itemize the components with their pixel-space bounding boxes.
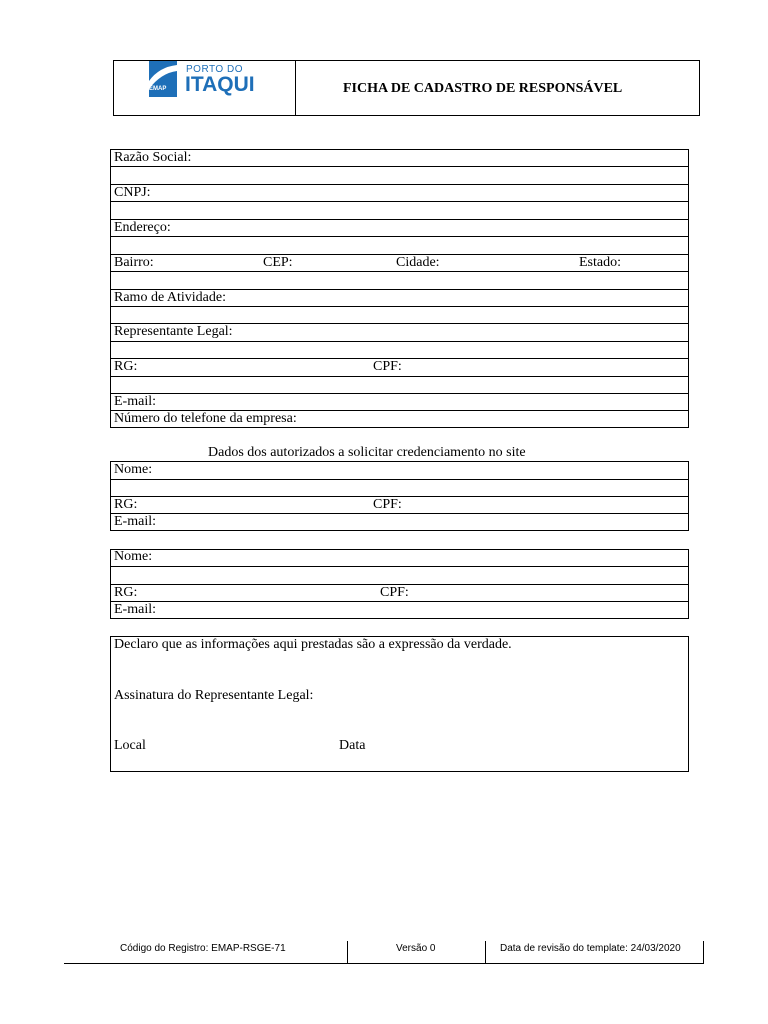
bairro-label: Bairro:: [114, 255, 154, 270]
person2-rg-label: RG:: [114, 585, 138, 600]
person2-cpf-label: CPF:: [380, 585, 409, 600]
estado-label: Estado:: [579, 255, 621, 270]
logo-tag-text: EMAP: [149, 86, 167, 92]
cpf-label: CPF:: [373, 359, 402, 374]
footer-versao: Versão 0: [396, 943, 436, 954]
footer-revisao: Data de revisão do template: 24/03/2020: [500, 943, 681, 954]
person1-rg-label: RG:: [114, 497, 138, 512]
logo-small-text: PORTO DO: [186, 64, 243, 75]
logo-large-text: ITAQUI: [185, 73, 255, 96]
footer-rule: [64, 963, 704, 964]
footer-divider-1: [347, 941, 348, 963]
page-title: FICHA DE CADASTRO DE RESPONSÁVEL: [343, 81, 623, 96]
local-label: Local: [114, 738, 146, 753]
signature-label: Assinatura do Representante Legal:: [114, 688, 314, 703]
data-label: Data: [339, 738, 366, 753]
rg-label: RG:: [114, 359, 138, 374]
declaration-box: [110, 636, 689, 772]
representante-legal-label: Representante Legal:: [114, 324, 233, 339]
person1-email-label: E-mail:: [114, 514, 156, 529]
cep-label: CEP:: [263, 255, 293, 270]
email-label: E-mail:: [114, 394, 156, 409]
telefone-label: Número do telefone da empresa:: [114, 411, 297, 426]
authorized-heading: Dados dos autorizados a solicitar credenciamento no site: [208, 445, 526, 460]
person1-cpf-label: CPF:: [373, 497, 402, 512]
person2-nome-label: Nome:: [114, 549, 153, 564]
cnpj-label: CNPJ:: [114, 185, 151, 200]
razao-social-label: Razão Social:: [114, 150, 192, 165]
ramo-atividade-label: Ramo de Atividade:: [114, 290, 226, 305]
endereco-label: Endereço:: [114, 220, 171, 235]
footer-divider-3: [703, 941, 704, 963]
person2-email-label: E-mail:: [114, 602, 156, 617]
header-divider: [295, 60, 296, 116]
declaration-text: Declaro que as informações aqui prestadas são a expressão da verdade.: [114, 637, 512, 652]
cidade-label: Cidade:: [396, 255, 440, 270]
person1-nome-label: Nome:: [114, 462, 153, 477]
footer-codigo: Código do Registro: EMAP-RSGE-71: [120, 943, 286, 954]
footer-divider-2: [485, 941, 486, 963]
